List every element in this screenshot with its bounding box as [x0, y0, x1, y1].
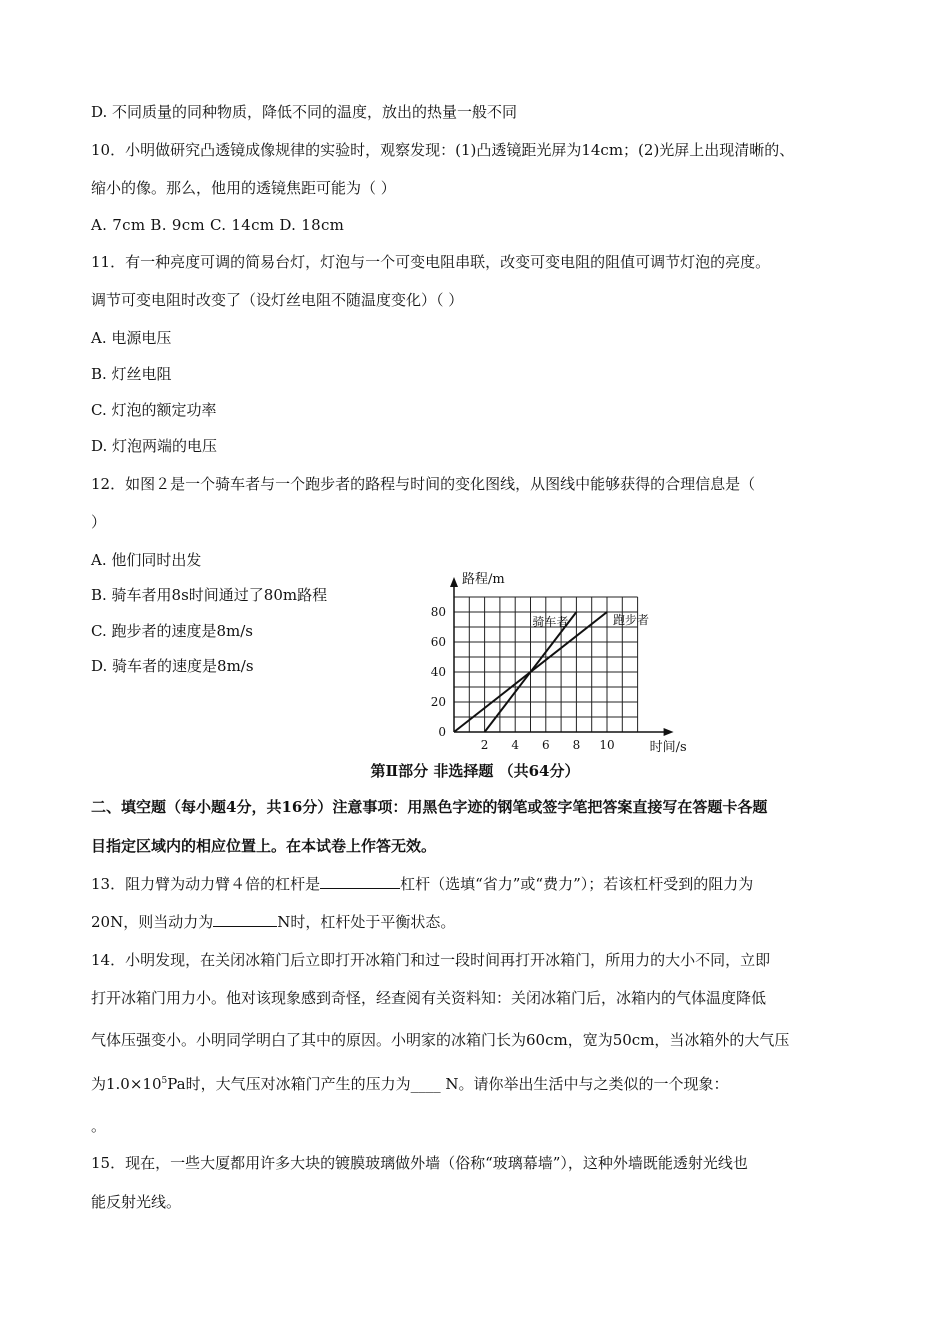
x-axis-label: 时间/s [649, 740, 687, 755]
q11-stem-line2: 调节可变电阻时改变了（设灯丝电阻不随温度变化）（ ） [91, 291, 464, 309]
q11-option-d: D. 灯泡两端的电压 [91, 437, 218, 455]
q9-option-d: D. 不同质量的同种物质，降低不同的温度，放出的热量一般不同 [91, 103, 518, 121]
q14-line1: 14．小明发现，在关闭冰箱门后立即打开冰箱门和过一段时间再打开冰箱门，所用力的大小不同，立即 [91, 951, 771, 969]
x-tick-label: 6 [541, 738, 550, 752]
q14-line2: 打开冰箱门用力小。他对该现象感到奇怪，经查阅有关资料知：关闭冰箱门后，冰箱内的气体温度降低 [91, 989, 767, 1007]
q13-line2 [91, 912, 455, 932]
q12-option-a: A. 他们同时出发 [91, 551, 202, 569]
y-tick-label: 0 [438, 725, 446, 739]
q13-line1 [91, 874, 753, 894]
q14-exponent: 5 [161, 1076, 168, 1086]
q12-stem-line2: ） [91, 513, 107, 531]
q10-stem-line1: 10．小明做研究凸透镜成像规律的实验时，观察发现：(1)凸透镜距光屏为14cm；(2)光屏上出现清晰的、 [91, 141, 795, 159]
q13-answer-blank-2[interactable] [213, 912, 277, 927]
q12-option-b: B. 骑车者用8s时间通过了80m路程 [91, 586, 328, 604]
q13-answer-blank-1[interactable] [320, 874, 400, 889]
q14-text-b: Pa时，大气压对冰箱门产生的压力为____ N。请你举出生活中与之类似的一个现象： [167, 1075, 729, 1093]
y-tick-label: 80 [430, 605, 446, 619]
q12-option-d: D. 骑车者的速度是8m/s [91, 657, 254, 675]
q15-line1: 15．现在，一些大厦都用许多大块的镀膜玻璃做外墙（俗称“玻璃幕墙”），这种外墙既能透射光线也 [91, 1154, 748, 1172]
section-2-heading-line1: 二、填空题（每小题4分，共16分）注意事项：用黑色字迹的钢笔或签字笔把答案直接写在答题卡各题 [91, 798, 768, 816]
x-tick-label: 2 [480, 738, 489, 752]
q11-option-c: C. 灯泡的额定功率 [91, 401, 217, 419]
x-tick-label: 10 [599, 738, 615, 752]
section-2-title: 第Ⅱ部分 非选择题 （共64分） [370, 762, 580, 780]
y-tick-label: 60 [430, 635, 446, 649]
q10-stem-line2: 缩小的像。那么，他用的透镜焦距可能为（ ） [91, 179, 396, 197]
q13-text-d: N时，杠杆处于平衡状态。 [277, 913, 456, 931]
y-axis-label: 路程/m [462, 572, 505, 587]
q12-option-c: C. 跑步者的速度是8m/s [91, 622, 253, 640]
q11-option-a: A. 电源电压 [91, 329, 172, 347]
q14-line5: 。 [91, 1117, 107, 1135]
q13-text-c: 20N，则当动力为 [91, 913, 214, 931]
q13-text-b: 杠杆（选填“省力”或“费力”）；若该杠杆受到的阻力为 [400, 875, 754, 893]
q15-line2: 能反射光线。 [91, 1193, 182, 1211]
y-axis-arrow [450, 577, 458, 587]
q13-text-a: 13．阻力臂为动力臂４倍的杠杆是 [91, 875, 321, 893]
x-tick-label: 8 [572, 738, 581, 752]
x-tick-label: 4 [511, 738, 520, 752]
section-2-heading-line2: 目指定区域内的相应位置上。在本试卷上作答无效。 [91, 837, 437, 855]
q11-stem-line1: 11．有一种亮度可调的简易台灯，灯泡与一个可变电阻串联，改变可变电阻的阻值可调节灯泡的亮度。 [91, 253, 771, 271]
q14-text-a: 为1.0×10 [91, 1075, 162, 1093]
x-axis-arrow [664, 728, 674, 736]
distance-time-graph [420, 560, 690, 760]
q14-line4 [91, 1074, 729, 1094]
y-tick-label: 40 [430, 665, 446, 679]
series-label-2: 跑步者 [613, 613, 650, 627]
series-label-1: 骑车者 [532, 615, 569, 629]
y-tick-label: 20 [430, 695, 446, 709]
q10-options: A. 7cm B. 9cm C. 14cm D. 18cm [91, 216, 345, 234]
q14-line3: 气体压强变小。小明同学明白了其中的原因。小明家的冰箱门长为60cm，宽为50cm，当冰箱外的大气压 [91, 1031, 790, 1049]
q11-option-b: B. 灯丝电阻 [91, 365, 172, 383]
q12-stem-line1: 12．如图２是一个骑车者与一个跑步者的路程与时间的变化图线，从图线中能够获得的合理信息是（ [91, 475, 756, 493]
